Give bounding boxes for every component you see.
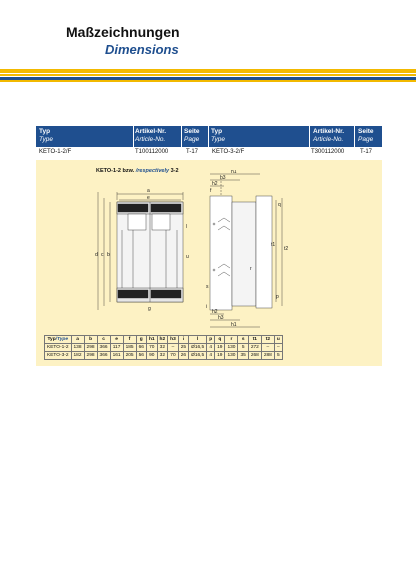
dim-col: r (225, 336, 238, 344)
cell-type[interactable]: KETO-1-2/F (39, 149, 72, 155)
dim-col: q (215, 336, 225, 344)
dim-cell: 19 (215, 352, 225, 360)
dim-cell: 138 (71, 344, 84, 352)
col-article: Artikel-Nr. Article-No. (313, 128, 345, 143)
header-stripe (0, 74, 416, 76)
label-g: g (148, 306, 151, 312)
dim-cell: 32 (157, 344, 168, 352)
dim-cell: 32 (157, 352, 168, 360)
label-t2: t2 (284, 246, 289, 252)
label-a: a (147, 188, 150, 194)
label-u: u (186, 254, 189, 260)
cell-article: T300112000 (311, 149, 345, 155)
label-d: d (95, 252, 98, 258)
table-row (45, 344, 283, 352)
dim-cell: 4 (207, 344, 215, 352)
dim-col: i (178, 336, 188, 344)
col-article: Artikel-Nr. Article-No. (135, 128, 167, 143)
label-r: r (250, 266, 252, 272)
label-l: l (186, 224, 188, 230)
col-page: Seite Page (184, 128, 200, 143)
label-q: q (278, 202, 281, 208)
dim-cell: 56 (136, 352, 146, 360)
label-f: f (210, 188, 212, 194)
dim-col: t2 (261, 336, 274, 344)
cell-article: T100112000 (135, 149, 169, 155)
dim-cell: 26 (178, 352, 188, 360)
label-h1: h1 (231, 170, 237, 175)
col-type: Typ Type (211, 128, 225, 143)
label-h2-bottom: h2 (212, 309, 218, 315)
label-p: p (276, 294, 279, 300)
dim-col: e (110, 336, 123, 344)
dim-cell: 130 (225, 352, 238, 360)
dim-cell: – (168, 344, 179, 352)
header-stripe (0, 80, 416, 82)
dim-col: t1 (248, 336, 261, 344)
dim-col: b (84, 336, 97, 344)
dim-col-type: Typ/Type (45, 336, 72, 344)
table-row (45, 352, 283, 360)
label-s: s (206, 284, 209, 290)
label-i: i (206, 304, 208, 310)
dim-cell: 130 (225, 344, 238, 352)
col-page: Seite Page (358, 128, 374, 143)
label-b: b (107, 252, 110, 258)
dim-cell: Ø16,5 (189, 352, 207, 360)
dim-cell: 366 (97, 352, 110, 360)
dim-cell: 5 (274, 352, 282, 360)
dim-cell: 288 (261, 352, 274, 360)
dim-cell: 268 (248, 352, 261, 360)
cell-page[interactable]: T-17 (186, 149, 199, 155)
dim-cell: 298 (84, 352, 97, 360)
article-table-header (36, 126, 382, 147)
cell-type[interactable]: KETO-3-2/F (212, 149, 245, 155)
dimensions-header-row (45, 336, 283, 344)
label-t1: t1 (271, 242, 276, 248)
label-e: e (147, 195, 150, 201)
dim-cell: 117 (110, 344, 123, 352)
dim-cell: KETO-1-2 (45, 344, 72, 352)
dim-cell: 66 (136, 344, 146, 352)
page-title-de: Maßzeichnungen (66, 24, 180, 40)
dim-cell: 5 (238, 344, 248, 352)
dim-cell: 298 (84, 344, 97, 352)
dim-col: f (123, 336, 136, 344)
dimension-drawing (90, 170, 290, 332)
dim-cell: 4 (207, 352, 215, 360)
dim-cell: 185 (123, 344, 136, 352)
header-stripe (0, 69, 416, 73)
drawing-caption: KETO-1-2 bzw. /respectively 3-2 (96, 168, 179, 174)
dim-col: p (207, 336, 215, 344)
dim-col: s (238, 336, 248, 344)
dim-cell: 70 (146, 344, 157, 352)
label-c: c (101, 252, 104, 258)
col-type: Typ Type (39, 128, 53, 143)
label-h3-bottom: h3 (218, 315, 224, 321)
dim-cell: 205 (123, 352, 136, 360)
dim-cell: 25 (178, 344, 188, 352)
dim-col: g (136, 336, 146, 344)
side-view (206, 170, 288, 328)
dim-cell: 35 (238, 352, 248, 360)
dim-col: h3 (168, 336, 179, 344)
label-h3: h3 (220, 175, 226, 181)
label-h1-bottom: h1 (231, 322, 237, 328)
dim-cell: – (261, 344, 274, 352)
dim-cell: 161 (110, 352, 123, 360)
dim-col: u (274, 336, 282, 344)
dim-col: h1 (146, 336, 157, 344)
dim-cell: 272 (248, 344, 261, 352)
dim-cell: 70 (168, 352, 179, 360)
dimensions-table (44, 335, 283, 360)
dim-col: c (97, 336, 110, 344)
dim-col: l (189, 336, 207, 344)
dim-cell: Ø16,5 (189, 344, 207, 352)
dim-col: a (71, 336, 84, 344)
article-row (36, 147, 382, 157)
cell-page[interactable]: T-17 (360, 149, 373, 155)
dim-cell: – (274, 344, 282, 352)
dim-col: h2 (157, 336, 168, 344)
page-title-en: Dimensions (105, 42, 179, 57)
label-h2: h2 (212, 181, 218, 187)
front-view (95, 188, 189, 312)
dim-cell: 182 (71, 352, 84, 360)
dim-cell: 19 (215, 344, 225, 352)
dim-cell: 90 (146, 352, 157, 360)
dim-cell: KETO-3-2 (45, 352, 72, 360)
dim-cell: 366 (97, 344, 110, 352)
